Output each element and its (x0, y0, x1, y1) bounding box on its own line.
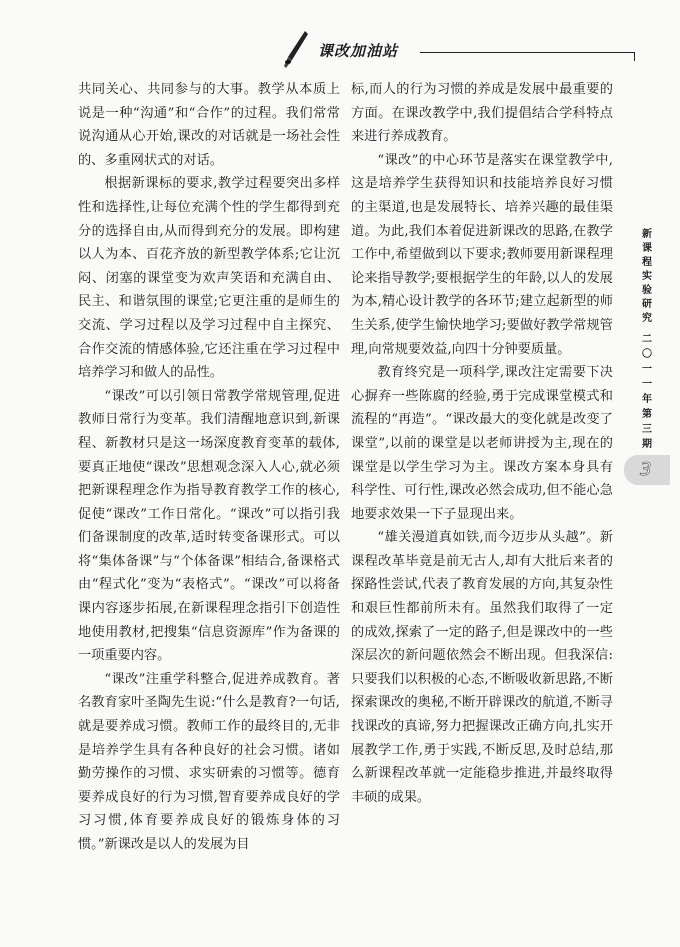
header-rule (420, 52, 635, 53)
sidebar-char: 实 (642, 271, 652, 282)
left-column (78, 78, 340, 857)
sidebar-char: 新 (642, 229, 652, 240)
sidebar-char: 年 (642, 394, 652, 405)
sidebar-char: 课 (642, 243, 652, 254)
sidebar-char: 验 (642, 285, 652, 296)
page-header (0, 0, 680, 70)
paragraph: “课改”的中心环节是落实在课堂教学中,这是培养学生获得知识和技能培养良好习惯的主渠道,也是发展特长、培养兴趣的最佳渠道。为此,我们本着促进新课改的思路,在教学工作中,希望做到以下要求;教师要用新课程理论来指导教学;要根据学生的年龄,以人的发展为本,精心设计教学的各环节;建立起新型的师生关系,使学生愉快地学习;要做好教学常规管理,向常规要效益,向四十分钟要质量。 (351, 152, 613, 357)
right-column (351, 78, 613, 809)
sidebar-char: 二 (642, 334, 652, 345)
journal-name (640, 228, 654, 326)
sidebar-char: 第 (642, 409, 652, 420)
sidebar-char: 〇 (642, 349, 652, 360)
sidebar-char: 程 (642, 257, 652, 268)
paragraph: 共同关心、共同参与的大事。教学从本质上说是一种“沟通”和“合作”的过程。我们常常说沟通从心开始,课改的对话就是一场社会性的、多重网状式的对话。 (78, 82, 340, 168)
header-rule-tick (634, 52, 635, 61)
sidebar-char: 研 (642, 299, 652, 310)
sidebar-char: 一 (642, 379, 652, 390)
paragraph: 根据新课标的要求,教学过程要突出多样性和选择性,让每位充满个性的学生都得到充分的选择自由,从而得到充分的发展。即构建以人为本、百花齐放的新型教学体系;它让沉闷、闭塞的课堂变为欢声笑语和充满自由、民主、和谐氛围的课堂;它更注重的是师生的交流、学习过程以及学习过程中自主探究、合作交流的情感体验,它还注重在学习过程中培养学习和做人的品性。 (78, 176, 340, 381)
paragraph: “课改”注重学科整合,促进养成教育。著名教育家叶圣陶先生说:“什么是教育?一句话,就是要养成习惯。教师工作的最终目的,无非是培养学生具有各种良好的社会习惯。诸如勤劳操作的习惯、求实研索的习惯等。德育要养成良好的行为习惯,智育要养成良好的学习习惯,体育要养成良好的锻炼身体的习惯。”新课改是以人的发展为目 (78, 671, 340, 852)
page-number: 3 (640, 459, 652, 480)
brush-pen-icon (282, 30, 310, 70)
page-number-tab (624, 455, 670, 485)
paragraph: 标,而人的行为习惯的养成是发展中最重要的方面。在课改教学中,我们提倡结合学科特点来进行养成教育。 (351, 82, 613, 145)
paragraph: 教育终究是一项科学,课改注定需要下决心摒弃一些陈腐的经验,勇于完成课堂模式和流程的“再造”。“课改最大的变化就是改变了课堂”,以前的课堂是以老师讲授为主,现在的课堂是以学生学习为主。课改方案本身具有科学性、可行性,课改必然会成功,但不能心急地要求效果一下子显现出来。 (351, 365, 613, 522)
sidebar-char: 一 (642, 364, 652, 375)
issue-label (640, 332, 654, 452)
paragraph: “课改”可以引领日常教学常规管理,促进教师日常行为变革。我们清醒地意识到,新课程、新教材只是这一场深度教育变革的载体,要真正地使“课改”思想观念深入人心,就必须把新课程理念作为指导教育教学工作的核心,促使“课改”工作日常化。“课改”可以指引我们备课制度的改革,适时转变备课形式。可以将“集体备课”与“个体备课”相结合,备课格式由“程式化”变为“表格式”。“课改”可以将备课内容逐步拓展,在新课程理念指引下创造性地使用教材,把搜集“信息资源库”作为备课的一项重要内容。 (78, 388, 340, 664)
sidebar-char: 三 (642, 424, 652, 435)
sidebar-char: 究 (642, 313, 652, 324)
paragraph: “雄关漫道真如铁,而今迈步从头越”。新课程改革毕竟是前无古人,却有大批后来者的探路性尝试,代表了教育发展的方向,其复杂性和艰巨性都前所未有。虽然我们取得了一定的成效,探索了一定的路子,但是课改中的一些深层次的新问题依然会不断出现。但我深信:只要我们以积极的心态,不断吸收新思路,不断探索课改的奥秘,不断开辟课改的航道,不断寻找课改的真谛,努力把握课改正确方向,扎实开展教学工作,勇于实践,不断反思,及时总结,那么新课程改革就一定能稳步推进,并最终取得丰硕的成果。 (351, 530, 613, 805)
sidebar-char: 期 (642, 439, 652, 450)
section-title: 课改加油站 (318, 42, 399, 60)
